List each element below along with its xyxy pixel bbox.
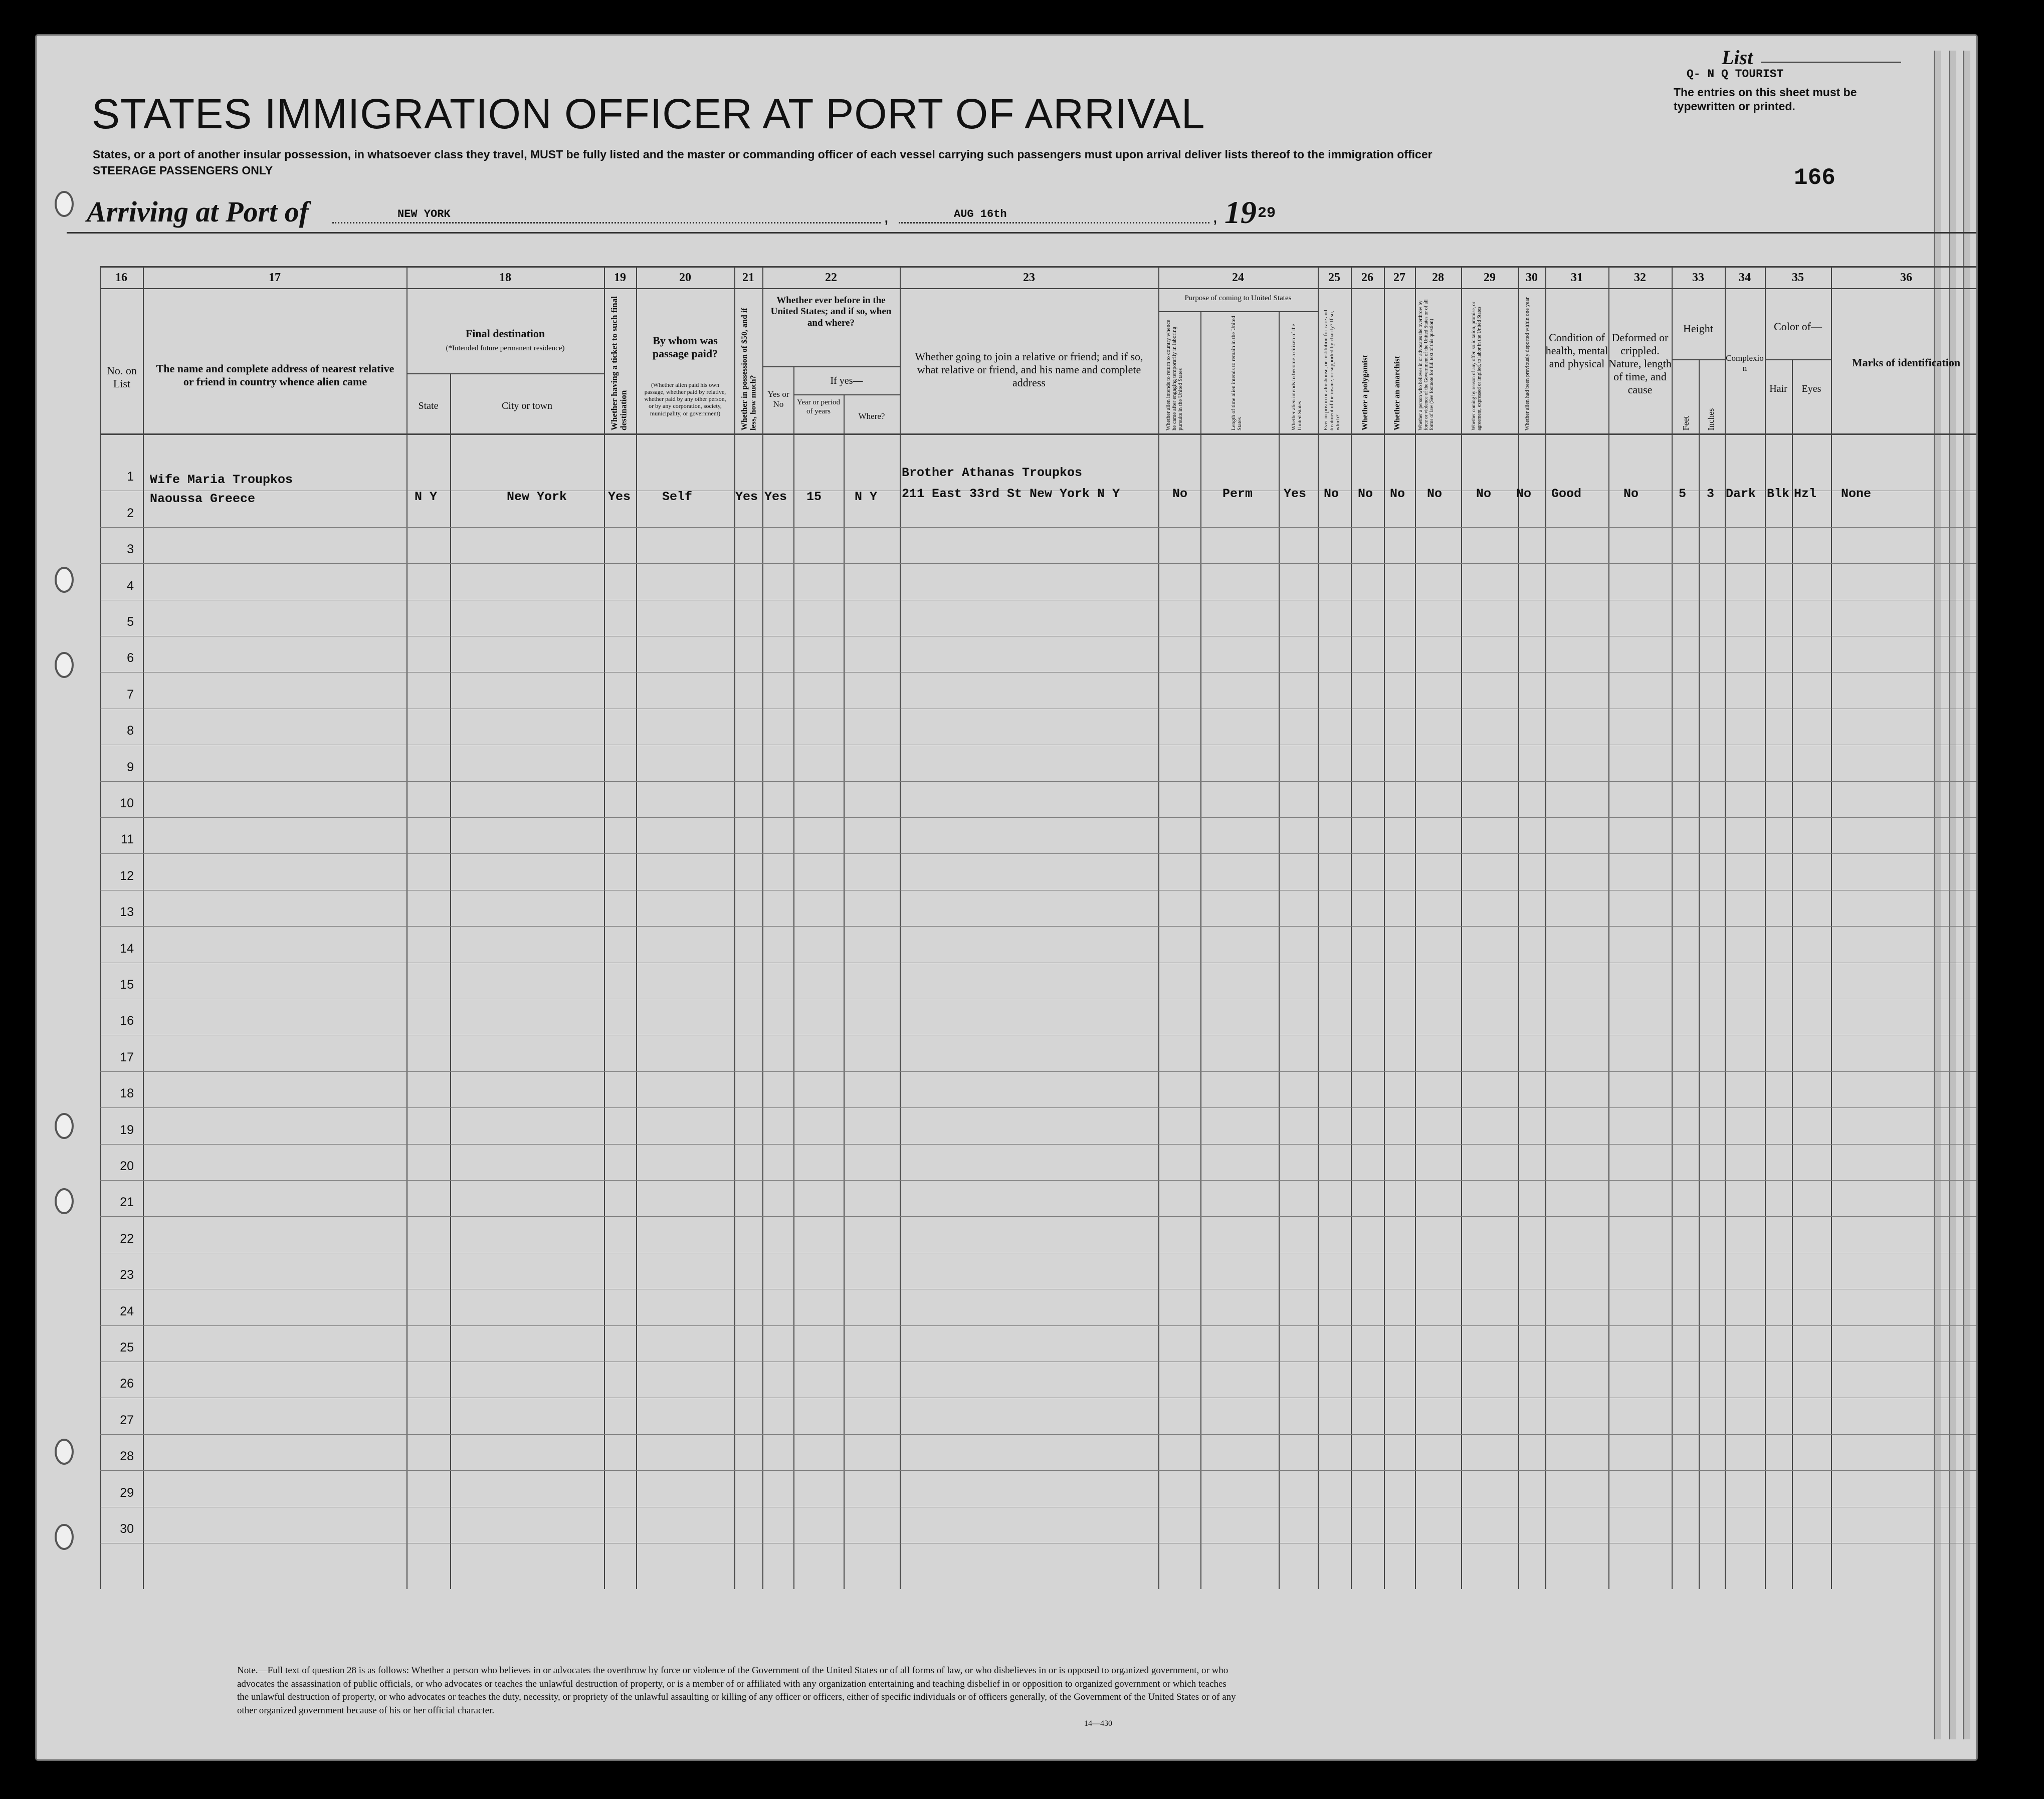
- row-rule: [100, 1144, 1978, 1145]
- year-prefix: 19: [1224, 194, 1257, 230]
- col18-city: City or town: [501, 400, 553, 411]
- col33-header: Height: [1683, 322, 1713, 335]
- row-number: 11: [121, 832, 134, 847]
- row-number: 29: [120, 1485, 134, 1500]
- binder-hole: [55, 1113, 74, 1139]
- joining-relative: Brother Athanas Troupkos: [902, 466, 1083, 480]
- binder-hole: [55, 1524, 74, 1550]
- col29-header: Whether coming by reason of any offer, solicitation, promise, or agreement, expressed or implied, to labor in the United States: [1471, 301, 1482, 430]
- col18-note: (*Intended future permanent residence): [446, 344, 565, 352]
- col-border: [844, 394, 845, 1589]
- row-number: 17: [120, 1050, 134, 1064]
- joining-address: 211 East 33rd St New York N Y: [902, 487, 1120, 501]
- col22-years: Year or period of years: [797, 398, 840, 415]
- col33-feet: Feet: [1681, 415, 1691, 430]
- subheader-rule: [406, 373, 604, 374]
- binder-hole: [55, 1188, 74, 1214]
- col-border: [1351, 266, 1352, 1589]
- col21-header: Whether in possession of $50, and if less, how much?: [740, 308, 758, 430]
- col-number: 30: [1526, 271, 1538, 284]
- col-border: [636, 266, 637, 1589]
- col-number: 24: [1232, 271, 1244, 284]
- row-number: 3: [127, 542, 134, 557]
- col35-hair: Hair: [1769, 383, 1787, 394]
- subheader-rule: [762, 366, 900, 367]
- row-number: 12: [120, 868, 134, 883]
- col24-return: Whether alien intends to return to country whence he came after engaging temporarily in laboring pursuits in the United States: [1165, 320, 1184, 430]
- comma: ,: [884, 206, 889, 227]
- relative-name: Wife Maria Troupkos: [150, 473, 293, 487]
- row-number: 6: [127, 651, 134, 665]
- row-number: 13: [120, 905, 134, 920]
- return-value: No: [1172, 487, 1188, 501]
- col-border: [1415, 266, 1416, 1589]
- row-rule: [100, 781, 1978, 782]
- row-rule: [100, 1434, 1978, 1435]
- col-border: [900, 266, 901, 1589]
- col22-header: Whether ever before in the United States; and if so, when and where?: [770, 295, 892, 328]
- comma: ,: [1212, 206, 1218, 227]
- col28-header: Whether a person who believes in or advocates the overthrow by force or violence of the Government of the United States or of all forms of law (See footnote for full text of this question): [1418, 299, 1435, 430]
- row-number: 23: [120, 1268, 134, 1282]
- col-number: 23: [1023, 271, 1035, 284]
- col-border: [1318, 266, 1319, 1589]
- row-rule: [100, 563, 1978, 564]
- row-rule: [100, 817, 1978, 818]
- col35-eyes: Eyes: [1801, 383, 1821, 394]
- col25-header: Ever in prison or almshouse, or institution for care and treatment of the insane, or supported by charity? If so, which?: [1323, 310, 1341, 430]
- row-rule: [100, 1216, 1978, 1217]
- binder-hole: [55, 652, 74, 678]
- health-value: Good: [1551, 487, 1582, 501]
- row-number: 25: [120, 1340, 134, 1355]
- hair-value: Blk: [1767, 487, 1790, 501]
- col18-state: State: [418, 400, 439, 411]
- col-border: [1545, 266, 1546, 1589]
- col-number: 35: [1792, 271, 1804, 284]
- manifest-sheet: [35, 34, 1978, 1761]
- prison-value: No: [1324, 487, 1339, 501]
- col-border: [1725, 266, 1726, 1589]
- col-border: [604, 266, 605, 1589]
- row-number: 20: [120, 1159, 134, 1173]
- marks-value: None: [1841, 487, 1872, 501]
- list-value: Q- N Q TOURIST: [1687, 68, 1784, 81]
- col-border: [1461, 266, 1462, 1589]
- col22-ifyes: If yes—: [830, 375, 863, 386]
- port-name: NEW YORK: [397, 208, 451, 220]
- manifest-table: [100, 266, 1978, 1609]
- col27-header: Whether an anarchist: [1393, 356, 1401, 430]
- table-header-rule: [100, 433, 1978, 435]
- row-number: 8: [127, 724, 134, 738]
- row-number: 22: [120, 1231, 134, 1246]
- steerage-label: STEERAGE PASSENGERS ONLY: [93, 164, 273, 177]
- col-border: [1518, 266, 1519, 1589]
- port-line: [332, 222, 881, 223]
- col-number: 26: [1361, 271, 1373, 284]
- binder-hole: [55, 567, 74, 593]
- row-number: 28: [120, 1449, 134, 1464]
- deformed-value: No: [1623, 487, 1639, 501]
- row-number: 30: [120, 1522, 134, 1536]
- col-number: 36: [1900, 271, 1912, 284]
- paid-by-value: Self: [662, 490, 693, 504]
- row-rule: [100, 1107, 1978, 1108]
- date-line: [899, 222, 1209, 223]
- relative-address: Naoussa Greece: [150, 492, 256, 506]
- row-number: 19: [120, 1122, 134, 1137]
- col-border: [1672, 266, 1673, 1589]
- table-numbers-rule: [100, 288, 1978, 289]
- col-number: 31: [1571, 271, 1583, 284]
- col26-header: Whether a polygamist: [1361, 355, 1369, 430]
- col-border: [406, 266, 407, 1589]
- col-number: 33: [1692, 271, 1704, 284]
- labor-value: No: [1476, 487, 1492, 501]
- col-border: [734, 266, 735, 1589]
- col33-inches: Inches: [1706, 408, 1716, 430]
- row-number: 27: [120, 1413, 134, 1427]
- row-rule: [100, 1180, 1978, 1181]
- col-border: [143, 266, 144, 1589]
- col24-header: Purpose of coming to United States: [1184, 294, 1292, 302]
- col-number: 34: [1739, 271, 1751, 284]
- col-number: 21: [742, 271, 754, 284]
- col-border: [1699, 359, 1700, 1589]
- row-number: 15: [120, 978, 134, 992]
- polygamist-value: No: [1358, 487, 1373, 501]
- col-border: [1765, 266, 1766, 1589]
- where-value: N Y: [855, 490, 878, 504]
- col-number: 32: [1634, 271, 1646, 284]
- row-rule: [100, 1470, 1978, 1471]
- col-border: [762, 266, 763, 1589]
- arrival-date: AUG 16th: [954, 208, 1007, 220]
- complexion-value: Dark: [1726, 487, 1756, 501]
- row-number: 26: [120, 1377, 134, 1391]
- eyes-value: Hzl: [1794, 487, 1817, 501]
- row-rule: [100, 527, 1978, 528]
- row-number: 10: [120, 796, 134, 810]
- footnote: Note.—Full text of question 28 is as follows: Whether a person who believes in or advocates the overthrow by force or violence of the Government of the United States or of all forms of law, or who disbelieves in or is opposed to organized government, or who advocates the assassination of public officials, or who advocates or teaches the unlawful destruction of property, or is a member of or affiliated with any organization entertaining and teaching disbelief in or opposition to organized government or which teaches the unlawful destruction of property, or who advocates or teaches the duty, necessity, or propriety of the unlawful assaulting or killing of any officer or officers, either of specific individuals or of officers generally, of the Government of the United States or of any other organized government because of his or her official character.: [237, 1665, 1236, 1716]
- col22-where: Where?: [858, 411, 885, 421]
- col34-header: Complexion: [1726, 353, 1764, 373]
- col-border: [450, 373, 451, 1589]
- before-in-us-value: Yes: [764, 490, 787, 504]
- citizen-value: Yes: [1284, 487, 1307, 501]
- header-rule: [67, 232, 1976, 234]
- row-number: 4: [127, 578, 134, 593]
- list-label: List: [1722, 46, 1753, 69]
- row-rule: [100, 1325, 1978, 1326]
- binder-hole: [55, 191, 74, 217]
- row-rule: [100, 853, 1978, 854]
- col-number: 28: [1432, 271, 1444, 284]
- row-number: 7: [127, 687, 134, 702]
- col-border: [1792, 359, 1793, 1589]
- col-number: 19: [614, 271, 626, 284]
- binder-hole: [55, 1439, 74, 1465]
- money-value: Yes: [735, 490, 758, 504]
- height-inches-value: 3: [1707, 487, 1715, 501]
- col17-header: The name and complete address of nearest relative or friend in country whence alien came: [156, 362, 394, 388]
- col-number: 22: [825, 271, 837, 284]
- col24-citizen: Whether alien intends to become a citizen of the United States: [1291, 324, 1303, 430]
- row-number: 21: [120, 1195, 134, 1210]
- row-number: 2: [127, 506, 134, 520]
- row-number: 24: [120, 1304, 134, 1318]
- col-number: 29: [1484, 271, 1496, 284]
- height-feet-value: 5: [1679, 487, 1687, 501]
- row-number: 9: [127, 760, 134, 774]
- col32-header: Deformed or crippled. Nature, length of time, and cause: [1608, 331, 1672, 396]
- col19-header: Whether having a ticket to such final destination: [609, 296, 629, 430]
- row-number: 16: [120, 1014, 134, 1028]
- col20-header: By whom was passage paid?: [652, 334, 718, 360]
- col20-note: (Whether alien paid his own passage, whether paid by relative, whether paid by any other person, or by any corporation, society, municipality, or government): [644, 381, 726, 417]
- col22-yesno: Yes or No: [767, 389, 789, 409]
- page-title: STATES IMMIGRATION OFFICER AT PORT OF ARRIVAL: [92, 90, 1205, 137]
- list-underline: [1761, 62, 1901, 63]
- subheader-rule: [1765, 359, 1831, 360]
- col24-length: Length of time alien intends to remain in the United States: [1231, 316, 1243, 430]
- col-number: 17: [269, 271, 281, 284]
- col18-header: Final destination: [465, 327, 545, 340]
- row-number: 1: [127, 470, 134, 484]
- col-border: [1384, 266, 1385, 1589]
- arriving-label: Arriving at Port of: [87, 195, 309, 228]
- overthrow-value: No: [1427, 487, 1443, 501]
- table-top-rule: [100, 266, 1978, 268]
- col36-header: Marks of identification: [1852, 356, 1961, 369]
- deported-value: No: [1516, 487, 1532, 501]
- row-number: 14: [120, 941, 134, 956]
- col35-header: Color of—: [1774, 320, 1822, 333]
- col-number: 25: [1328, 271, 1340, 284]
- col-number: 27: [1393, 271, 1405, 284]
- col16-header: No. on List: [107, 364, 137, 390]
- col-number: 20: [679, 271, 691, 284]
- length-of-stay-value: Perm: [1222, 487, 1253, 501]
- typewritten-instruction: The entries on this sheet must be typewritten or printed.: [1674, 86, 1857, 113]
- subheader-rule: [1158, 311, 1318, 312]
- col30-header: Whether alien had been previously deported within one year: [1524, 297, 1530, 430]
- destination-state: N Y: [415, 490, 438, 504]
- subheader-rule: [793, 394, 900, 395]
- form-number: 14—430: [1084, 1719, 1112, 1728]
- col-border: [100, 266, 101, 1589]
- year-suffix: 29: [1258, 205, 1276, 222]
- col23-header: Whether going to join a relative or friend; and if so, what relative or friend, and his name and complete address: [915, 350, 1143, 389]
- col-border: [793, 366, 794, 1589]
- subtitle: States, or a port of another insular possession, in whatsoever class they travel, MUST be fully listed and the master or commanding officer of each vessel carrying such passengers must upon arrival deliver lists thereof to the immigration officer: [93, 148, 1433, 161]
- destination-city: New York: [507, 490, 567, 504]
- subheader-rule: [1672, 359, 1725, 360]
- page-number: 166: [1794, 165, 1835, 191]
- row-number: 5: [127, 615, 134, 629]
- col-number: 16: [115, 271, 127, 284]
- col-border: [1158, 266, 1159, 1589]
- row-rule: [100, 1071, 1978, 1072]
- ticket-value: Yes: [608, 490, 631, 504]
- col31-header: Condition of health, mental and physical: [1545, 331, 1608, 370]
- row-rule: [100, 926, 1978, 927]
- row-number: 18: [120, 1086, 134, 1101]
- col-border: [1608, 266, 1609, 1589]
- anarchist-value: No: [1390, 487, 1405, 501]
- col-number: 18: [499, 271, 511, 284]
- col-border: [1831, 266, 1832, 1589]
- years-value: 15: [806, 490, 822, 504]
